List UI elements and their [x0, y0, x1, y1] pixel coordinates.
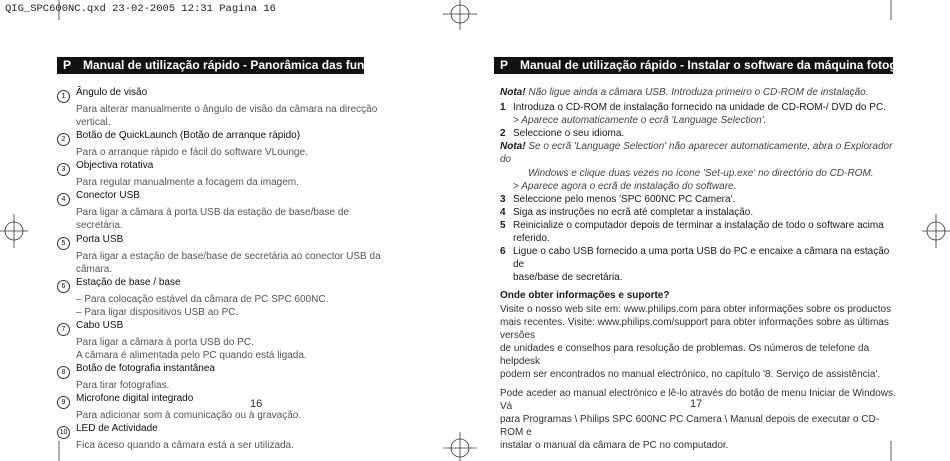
- nota-2-result: > Aparece agora o ecrã de instalação do software.: [513, 180, 737, 192]
- feature-title: Microfone digital integrado: [76, 393, 194, 405]
- feature-item: [57, 362, 387, 392]
- feature-item: [57, 129, 387, 159]
- feature-item: [57, 189, 387, 232]
- nota-2-continued: Windows e clique duas vezes no ícone 'Set-up.exe' no directório do CD-ROM.: [528, 167, 874, 179]
- feature-item: [57, 233, 387, 276]
- support-line: podem ser encontrados no manual electrónico, no capítulo '8. Serviço de assistência'.: [500, 368, 881, 380]
- feature-title-row: [57, 233, 387, 250]
- feature-title-row: [57, 86, 387, 103]
- feature-title: Porta USB: [76, 233, 124, 245]
- feature-number-circle: 6: [57, 280, 70, 293]
- feature-item: [57, 159, 387, 189]
- nota-1-text: Não ligue ainda a câmara USB. Introduza primeiro o CD-ROM de instalação.: [525, 87, 869, 98]
- step-2-number: 2: [500, 128, 506, 140]
- file-slug: QIG_SPC600NC.qxd 23-02-2005 12:31 Pagina 16: [5, 3, 276, 15]
- feature-description: Para regular manualmente a focagem da imagem.: [76, 177, 299, 189]
- feature-title-row: [57, 362, 387, 379]
- left-page-number: 16: [250, 398, 263, 410]
- feature-title-row: [57, 392, 387, 409]
- step-6-number: 6: [500, 246, 506, 258]
- feature-number-circle: 5: [57, 237, 70, 250]
- feature-title: Estação de base / base: [76, 276, 181, 288]
- registration-mark-top-left: [52, 0, 66, 20]
- registration-target-bottom-center: [443, 432, 477, 461]
- feature-item: [57, 86, 387, 129]
- left-page-title: Manual de utilização rápido - Panorâmica das funções: [83, 58, 392, 72]
- feature-title-row: [57, 276, 387, 293]
- manual-paragraph: [500, 387, 900, 452]
- step-5-continued: referido.: [513, 233, 550, 245]
- feature-description: – Para ligar dispositivos USB ao PC.: [76, 306, 239, 318]
- feature-title: Ângulo de visão: [76, 87, 148, 98]
- support-line: de unidades e conselhos para resolução de problemas. Os números de telefone da helpdesk: [500, 342, 870, 367]
- feature-description: A câmara é alimentada pelo PC quando está ligada.: [76, 350, 307, 362]
- nota-2: [500, 140, 900, 166]
- feature-description: Fica aceso quando a câmara está a ser utilizada.: [76, 440, 294, 452]
- step-3-number: 3: [500, 193, 506, 205]
- step-1-number: 1: [500, 102, 506, 114]
- left-language-letter: P: [63, 58, 72, 72]
- feature-title: Objectiva rotativa: [76, 160, 154, 172]
- support-line: Visite o nosso web site em: www.philips.com para obter informações sobre os productos: [500, 303, 892, 315]
- feature-title-row: [57, 129, 387, 146]
- right-language-letter: P: [500, 58, 509, 72]
- feature-number-circle: 3: [57, 163, 70, 176]
- step-5: [500, 219, 900, 232]
- manual-line: instalar o manual da câmara de PC no computador.: [500, 440, 729, 452]
- feature-number-circle: 1: [57, 90, 70, 103]
- feature-description: – Para colocação estável da câmara de PC SPC 600NC.: [76, 293, 329, 305]
- support-line: mais recentes. Visite: www.philips.com/support para obter informações sobre as últimas versões: [500, 316, 889, 341]
- feature-item: [57, 422, 387, 452]
- registration-mark-top-right: [884, 0, 898, 20]
- right-page-header: [494, 57, 929, 74]
- feature-description: Para o arranque rápido e fácil do software VLounge.: [76, 147, 308, 159]
- registration-target-left-middle: [0, 214, 28, 248]
- step-5-text: Reinicialize o computador depois de terminar a instalação de todo o software acima: [513, 219, 884, 231]
- feature-number-circle: 4: [57, 193, 70, 206]
- nota-1-label: Nota!: [500, 87, 526, 98]
- feature-description: Para alterar manualmente o ângulo de visão da câmara na direcção vertical.: [76, 104, 378, 129]
- step-6-text: Ligue o cabo USB fornecido a uma porta USB do PC e encaixe a câmara na estação de: [513, 246, 890, 271]
- step-5-number: 5: [500, 219, 506, 231]
- step-1-result: > Aparece automaticamente o ecrã 'Language Selection'.: [513, 115, 767, 127]
- feature-number-circle: 9: [57, 396, 70, 409]
- nota-2-label: Nota!: [500, 141, 526, 153]
- feature-title: Botão de fotografia instantânea: [76, 363, 215, 375]
- feature-number-circle: 8: [57, 366, 70, 379]
- feature-description: Para ligar a câmara à porta USB da estação de base/base de secretária.: [76, 207, 349, 232]
- feature-number-circle: 7: [57, 323, 70, 336]
- step-3: [500, 193, 900, 206]
- nota-1: [500, 86, 900, 99]
- feature-item: [57, 276, 387, 319]
- feature-description: Para tirar fotografias.: [76, 380, 170, 392]
- feature-description: Para ligar a estação de base/base de secretária ao conector USB da câmara.: [76, 250, 381, 275]
- feature-title: Botão de QuickLaunch (Botão de arranque rápido): [76, 130, 301, 142]
- feature-item: [57, 392, 387, 422]
- manual-line: para Programas \ Philips SPC 600NC PC Camera \ Manual depois de executar o CD-ROM e: [500, 414, 880, 439]
- manual-line: Pode aceder ao manual electrónico e lê-lo através do botão de menu Iniciar de Windows. Vá: [500, 388, 896, 413]
- step-1: [500, 101, 900, 114]
- registration-target-top-center: [443, 0, 477, 30]
- nota-2-text: Se o ecrã 'Language Selection' não aparecer automaticamente, abra o Explorador do: [500, 141, 893, 166]
- support-paragraph: [500, 303, 900, 382]
- feature-title-row: [57, 189, 387, 206]
- feature-title-row: [57, 159, 387, 176]
- registration-target-right-middle: [922, 214, 950, 248]
- feature-description: Para ligar a câmara à porta USB do PC.: [76, 336, 254, 348]
- feature-title: Cabo USB: [76, 319, 124, 331]
- feature-title: LED de Actividade: [76, 423, 158, 435]
- right-page-title: Manual de utilização rápido - Instalar o software da máquina fotográfica: [520, 58, 929, 72]
- step-6-continued: base/base de secretária.: [513, 272, 623, 284]
- support-heading: Onde obter informações e suporte?: [500, 290, 670, 302]
- feature-title-row: [57, 422, 387, 439]
- feature-description: Para adicionar som à comunicação ou à gravação.: [76, 410, 302, 422]
- feature-title: Conector USB: [76, 190, 140, 202]
- feature-number-circle: 10: [57, 426, 70, 439]
- step-3-text: Seleccione pelo menos 'SPC 600NC PC Camera'.: [513, 193, 736, 205]
- step-2-text: Seleccione o seu idioma.: [513, 128, 625, 140]
- feature-number-circle: 2: [57, 133, 70, 146]
- right-page-number: 17: [690, 398, 703, 410]
- feature-item: [57, 319, 387, 362]
- step-4-number: 4: [500, 206, 506, 218]
- step-4-text: Siga as instruções no ecrã até completar a instalação.: [513, 206, 754, 218]
- step-6: [500, 245, 900, 271]
- feature-title-row: [57, 319, 387, 336]
- left-feature-list: [57, 86, 387, 452]
- left-page-header: [57, 57, 392, 74]
- step-4: [500, 206, 900, 219]
- step-1-text: Introduza o CD-ROM de instalação fornecido na unidade de CD-ROM-/ DVD do PC.: [513, 102, 886, 114]
- step-2: [500, 127, 900, 140]
